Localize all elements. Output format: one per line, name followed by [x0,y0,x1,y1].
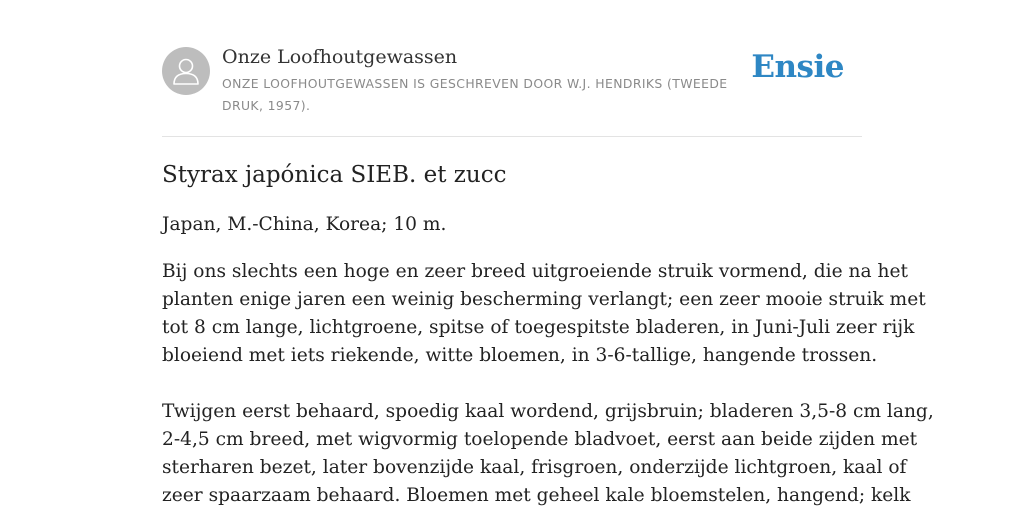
paragraph-line: Twijgen eerst behaard, spoedig kaal wordend, grijsbruin; bladeren 3,5-8 cm lang, [162,401,934,422]
article-title: Styrax japónica SIEB. et zucc [162,162,507,188]
paragraph-line: zeer spaarzaam behaard. Bloemen met geheel kale bloemstelen, hangend; kelk [162,485,911,506]
paragraph-distribution [162,211,862,239]
paragraph-line: tot 8 cm lange, lichtgroene, spitse of toegespitste bladeren, in Juni-Juli zeer rijk [162,317,915,338]
page [162,0,934,512]
paragraph-line: Bij ons slechts een hoge en zeer breed uitgroeiende struik vormend, die na het [162,261,908,282]
book-header [162,46,862,137]
paragraph-line: sterharen bezet, later bovenzijde kaal, frisgroen, onderzijde lichtgroen, kaal of [162,457,907,478]
ensie-logo[interactable]: Ensie [751,49,844,85]
paragraph-line: Japan, M.-China, Korea; 10 m. [162,214,447,235]
book-title[interactable]: Onze Loofhoutgewassen [222,46,458,68]
paragraph-line: planten enige jaren een weinig bescherming verlangt; een zeer mooie struik met [162,289,926,310]
paragraph-description [162,258,926,370]
book-description: ONZE LOOFHOUTGEWASSEN IS GESCHREVEN DOOR W.J. HENDRIKS (TWEEDE DRUK, 1957). [222,76,728,113]
avatar-silhouette-icon [162,47,210,95]
paragraph-line: 2-4,5 cm breed, met wigvormig toelopende bladvoet, eerst aan beide zijden met [162,429,918,450]
article [162,158,934,510]
paragraph-line: bloeiend met iets riekende, witte bloemen, in 3-6-tallige, hangende trossen. [162,345,878,366]
paragraph-morphology [162,398,934,510]
user-avatar-icon [162,47,210,95]
